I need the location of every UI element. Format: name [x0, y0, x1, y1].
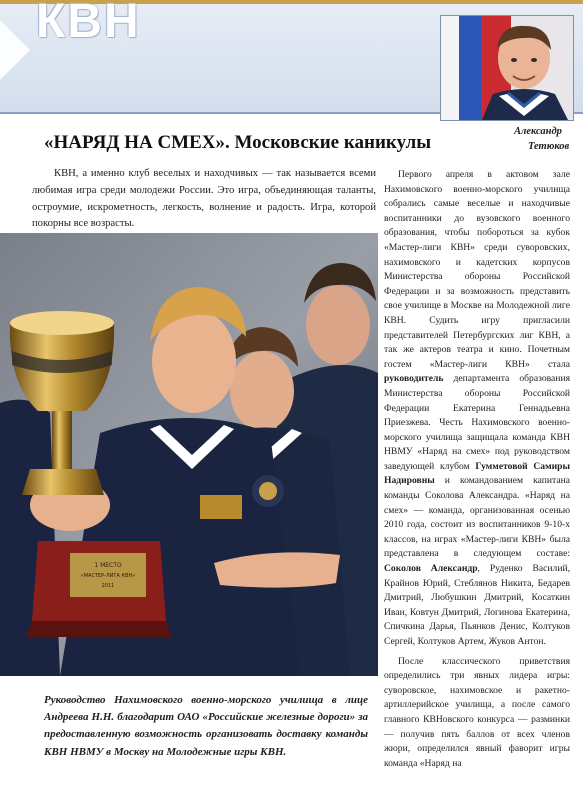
p1-text-c: департамента образования Министерства обороны Российской Федерации Екатерина Геннадьевна Приезжева. Честь Нахимовского военно-морского училища защищала команда КВН НВМУ «Наряд на смех» под руководством заведующей клубом: [384, 373, 570, 472]
article-paragraph-1: [384, 168, 570, 650]
kvn-logo: КВН: [36, 0, 141, 48]
portrait-photo: [440, 15, 574, 121]
article-intro: КВН, а именно клуб веселых и находчивых — так называется всеми любимая игра среди молодежи России. Это игра, объединяющая таланты, остроумие, искрометность, легкость, волнение и радость. Игра, которой покорны все возрасты.: [32, 168, 376, 230]
article-paragraph-2: После классического приветствия определились три явных лидера игры: суворовское, нахимовское и ракетно-артиллерийское училища, а после самого главного КВНовского конкурса — разминки — получив пять баллов от всех членов жюри, определился явный фаворит игры команда «Наряд на: [384, 655, 570, 769]
p1-text-e: и командованием капитана команды Соколова Александра. «Наряд на смех» — команда, организованная осенью 2010 года, состоит из воспитанников 9-10-х классов, на играх «Мастер-лиги КВН» была представлена в следующем составе:: [384, 475, 570, 560]
portrait-caption: [514, 124, 582, 154]
portrait-caption-last: Тетюков: [528, 141, 570, 152]
article-right-column: [384, 168, 570, 776]
p1-text-a: Первого апреля в актовом зале Нахимовского военно-морского училища собрались самые веселые и находчивые воспитанники до вузовского военного образования, чтобы побороться за кубок «Мастер-лиги КВН» среди суворовских, нахимовского и кадетских корпусов Министерства обороны Российской Федерации и за возможность представить свое училище в Москве на Молодежной лиге КВН. Судить игру пригласили представителей Петербургских лиг КВН, а так же актеров театра и кино. Почетным гостем «Мастер-лиги КВН» стала: [384, 169, 570, 370]
p1-bold-b: руководитель: [384, 373, 444, 385]
trophy-plate-line1: 1 МЕСТО: [94, 562, 122, 569]
photo-credit-caption: Руководство Нахимовского военно-морского училища в лице Андреева Н.Н. благодарит ОАО «Российские железные дороги» за предоставленную возможность организовать доставку команды КВН НВМУ в Москву на Молодежные игры КВН.: [44, 694, 368, 758]
portrait-caption-first: Александр: [514, 126, 562, 137]
team-photo: [0, 233, 378, 676]
p1-bold-f: Соколов Александр: [384, 563, 478, 575]
p1-bold-d: Гумметовой Самиры Надировны: [384, 460, 570, 487]
article-title: «НАРЯД НА СМЕХ». Московские каникулы: [44, 132, 432, 153]
trophy-plate-line2: «МАСТЕР-ЛИГА КВН»: [80, 573, 136, 579]
header-arrow-icon: [0, 20, 32, 80]
trophy-plate-line3: 2011: [101, 583, 115, 589]
p1-text-g: , Руденко Василий, Крайнов Юрий, Стеблянов Никита, Бедарев Дмитрий, Любушкин Дмитрий, Косаткин Иван, Ковтун Дмитрий, Логинова Екатерина, Спичкина Дарья, Пьянков Денис, Колтуков Сергей, Колтуков Артем, Жуков Антон.: [384, 563, 570, 647]
